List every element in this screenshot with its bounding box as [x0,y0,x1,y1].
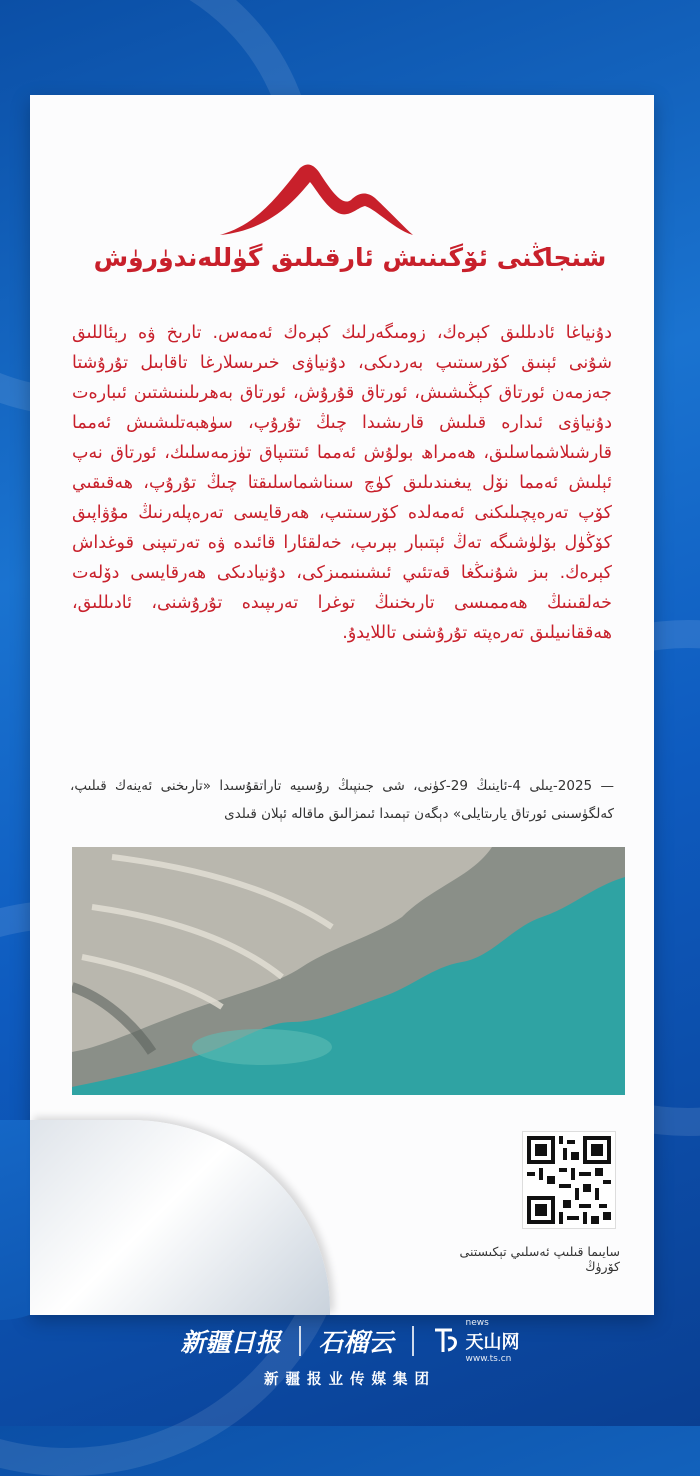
footer-divider [412,1326,414,1356]
source-citation: — 2025-يىلى 4-ئاينىڭ 29-كۈنى، شى جىنپىڭ رۇسىيە تاراتقۇسىدا «تارىخنى ئەينەك قىلىپ، كەلگۈسىنى ئورتاق يارىتايلى» دېگەن تېمىدا ئىمزالىق ماقالە ئېلان قىلدى [70,778,614,822]
qr-code[interactable] [522,1131,616,1229]
footer-logos [0,1318,700,1364]
xinjiang-daily-logo: 新疆日报 [180,1328,281,1357]
ts-icon [432,1326,460,1356]
tianshan-net-logo [432,1318,520,1364]
mountain-icon [215,160,415,240]
quote-body: دۇنياغا ئادىللىق كېرەك، زومىگەرلىك كېرەك ئەمەس. تارىخ ۋە رېئاللىق شۇنى ئېنىق كۆرسىتىپ بەردىكى، دۇنياۋى خىرىسلارغا تاقابىل تۇرۇشتا جەزمەن ئورتاق كېڭىشىش، ئورتاق قۇرۇش، ئورتاق بەھرىلىنىشتىن ئىبارەت دۇنياۋى ئىدارە قىلىش قارىشىدا چىڭ تۇرۇپ، سۈھبەتلىشىش ئەمما قارشىلاشماسلىق، ھەمراھ بولۇش ئەمما ئىتتىپاق تۈزمەسلىك، ئورتاق نەپ ئېلىش ئەمما نۆل يىغىندىلىق كۈچ سىناشماسلىقتا چىڭ تۇرۇپ، ھەقىقىي كۆپ تەرەپچىلىكنى ئەمەلدە كۆرسىتىپ، ھەرقايسى تەرەپلەرنىڭ مۇۋاپىق كۆڭۈل بۆلۈشىگە تەڭ ئېتىبار بېرىپ، خەلقئارا قائىدە ۋە تەرتىپنى قوغداش كېرەك. بىز شۇنىڭغا قەتئىي ئىشىنىمىزكى، دۇنيادىكى ھەرقايسى دۆلەت خەلقىنىڭ ھەممىسى تارىخنىڭ توغرا تەرىپىدە تۇرۇشنى، ئادىللىق، ھەققانىيلىق تەرەپتە تۇرۇشنى تاللايدۇ. [72,323,612,643]
page-title: شنجاڭنى ئۆگىنىش ئارقىلىق گۈللەندۈرۈش [93,243,607,272]
ts-news-label: news [465,1318,489,1328]
qr-caption: سايىما قىلىپ ئەسلىي تېكىستنى كۆرۈڭ [459,1244,620,1274]
footer-divider [299,1326,301,1356]
tianshan-net-name: 天山网 [465,1332,520,1353]
lake-photo [72,847,625,1095]
shiliuyun-logo: 石榴云 [318,1328,394,1357]
media-group-name: 新疆报业传媒集团 [264,1372,436,1388]
tianshan-net-url: www.ts.cn [465,1354,512,1364]
